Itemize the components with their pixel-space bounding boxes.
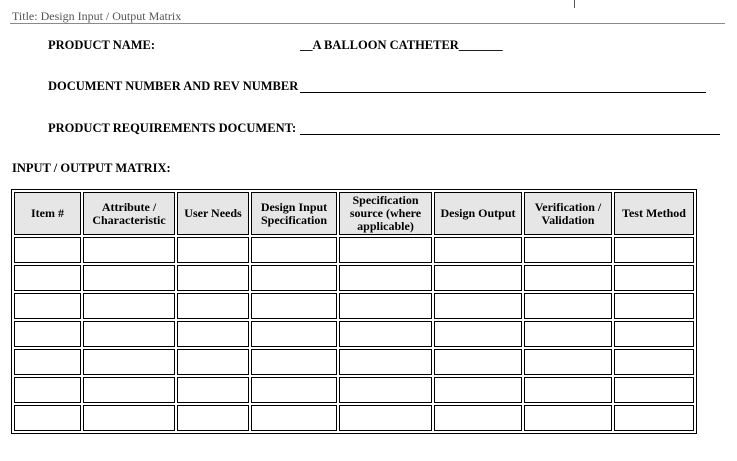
table-cell[interactable] [177,293,249,319]
column-header-attribute: Attribute / Characteristic [83,192,175,235]
table-cell[interactable] [177,321,249,347]
document-title: Title: Design Input / Output Matrix [12,9,182,23]
table-cell[interactable] [614,377,694,403]
table-cell[interactable] [14,237,81,263]
table-cell[interactable] [14,321,81,347]
table-cell[interactable] [177,237,249,263]
table-cell[interactable] [614,321,694,347]
column-header-design-output: Design Output [434,192,522,235]
table-cell[interactable] [524,377,612,403]
table-cell[interactable] [177,349,249,375]
table-cell[interactable] [339,293,432,319]
table-cell[interactable] [251,237,337,263]
table-cell[interactable] [339,405,432,431]
table-cell[interactable] [14,377,81,403]
table-cell[interactable] [14,405,81,431]
table-cell[interactable] [524,237,612,263]
column-header-user-needs: User Needs [177,192,249,235]
table-cell[interactable] [339,237,432,263]
requirements-document-field[interactable] [300,134,720,135]
product-name-value[interactable]: __A BALLOON CATHETER_______ [300,38,503,52]
table-cell[interactable] [434,265,522,291]
matrix-section-label: INPUT / OUTPUT MATRIX: [12,161,171,175]
table-cell[interactable] [83,405,175,431]
table-cell[interactable] [177,377,249,403]
table-cell[interactable] [524,405,612,431]
column-header-verification: Verification / Validation [524,192,612,235]
table-cell[interactable] [14,265,81,291]
table-cell[interactable] [434,349,522,375]
table-row [14,377,694,403]
table-cell[interactable] [339,349,432,375]
table-cell[interactable] [251,405,337,431]
table-cell[interactable] [614,405,694,431]
table-row [14,265,694,291]
table-row [14,321,694,347]
table-cell[interactable] [434,321,522,347]
table-cell[interactable] [339,377,432,403]
table-cell[interactable] [251,377,337,403]
table-cell[interactable] [83,293,175,319]
table-cell[interactable] [339,321,432,347]
table-cell[interactable] [251,349,337,375]
table-row [14,293,694,319]
table-cell[interactable] [524,293,612,319]
table-cell[interactable] [251,293,337,319]
table-cell[interactable] [83,265,175,291]
column-header-item-number: Item # [14,192,81,235]
table-cell[interactable] [614,349,694,375]
table-cell[interactable] [14,349,81,375]
table-cell[interactable] [83,377,175,403]
input-output-matrix [11,189,697,434]
table-cell[interactable] [177,265,249,291]
table-cell[interactable] [434,237,522,263]
table-cell[interactable] [177,405,249,431]
requirements-document-label: PRODUCT REQUIREMENTS DOCUMENT: [48,121,297,135]
column-header-test-method: Test Method [614,192,694,235]
header-tick [574,0,575,8]
table-cell[interactable] [524,265,612,291]
table-cell[interactable] [339,265,432,291]
table-cell[interactable] [434,377,522,403]
column-header-design-input: Design Input Specification [251,192,337,235]
product-name-label: PRODUCT NAME: [48,38,156,52]
table-cell[interactable] [251,321,337,347]
table-cell[interactable] [83,237,175,263]
table-cell[interactable] [251,265,337,291]
matrix-header-row [14,192,694,235]
table-row [14,405,694,431]
table-cell[interactable] [83,321,175,347]
table-cell[interactable] [14,293,81,319]
table-cell[interactable] [83,349,175,375]
table-cell[interactable] [614,237,694,263]
document-number-label: DOCUMENT NUMBER AND REV NUMBER [48,79,299,93]
document-number-field[interactable] [300,92,706,93]
column-header-specification-source: Specification source (where applicable) [339,192,432,235]
header-divider [10,23,725,24]
table-cell[interactable] [524,349,612,375]
table-row [14,349,694,375]
table-cell[interactable] [614,293,694,319]
matrix-body [14,237,694,431]
table-cell[interactable] [524,321,612,347]
table-cell[interactable] [434,405,522,431]
table-cell[interactable] [614,265,694,291]
table-cell[interactable] [434,293,522,319]
table-row [14,237,694,263]
